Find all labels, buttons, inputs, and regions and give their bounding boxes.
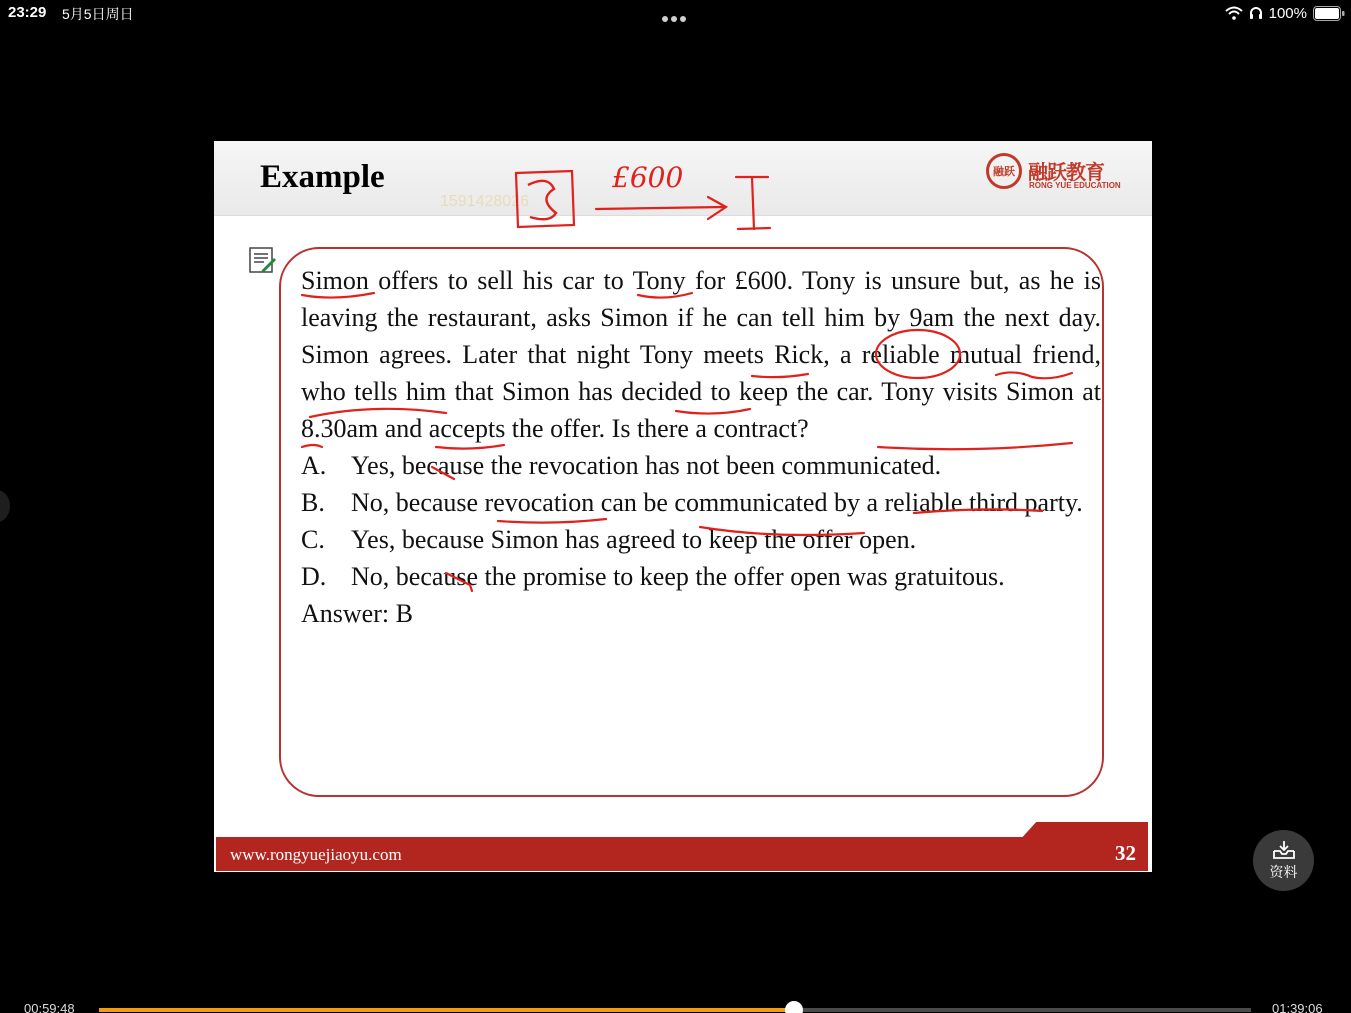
- headphones-icon: [1249, 6, 1263, 20]
- wifi-icon: [1225, 6, 1243, 20]
- progress-bar[interactable]: [99, 1008, 1251, 1012]
- question-text: Simon offers to sell his car to Tony for £600. Tony is unsure but, as he is leaving the restaurant, asks Simon if he can tell him by 9am the next day. Simon agrees. Later that night Tony meets Rick, a reliable mutual friend, who tells him that Simon has decided to keep the car. Tony visits Simon at 8.30am and accepts the offer. Is there a contract?: [301, 266, 1101, 443]
- slide-header: [214, 141, 1152, 216]
- page-number: 32: [1115, 841, 1136, 865]
- materials-button[interactable]: [1253, 830, 1314, 891]
- option-text: No, because revocation can be communicated by a reliable third party.: [351, 488, 1083, 517]
- progress-fill: [99, 1008, 794, 1012]
- status-time: 23:29: [8, 4, 47, 21]
- time-elapsed: 00:59:48: [24, 1001, 75, 1013]
- option-a: [301, 447, 1101, 484]
- slide-title: Example: [260, 159, 385, 195]
- lecture-slide: [214, 141, 1152, 872]
- note-edit-icon: [248, 246, 278, 276]
- battery-percent: 100%: [1268, 4, 1307, 22]
- ink-t-base: [738, 228, 770, 229]
- option-text: Yes, because Simon has agreed to keep the offer open.: [351, 525, 917, 554]
- question-content: [301, 262, 1101, 632]
- logo-en-name: RONG YUE EDUCATION: [1029, 181, 1121, 190]
- option-letter: D.: [301, 562, 327, 591]
- option-letter: C.: [301, 525, 325, 554]
- status-date: 5月5日周日: [62, 6, 134, 22]
- materials-label: 资料: [1269, 865, 1298, 881]
- watermark: 1591428026: [440, 193, 529, 210]
- slide-footer: [216, 837, 1148, 871]
- battery-icon: [1313, 6, 1345, 21]
- side-panel-handle[interactable]: [0, 490, 10, 522]
- status-bar: [0, 0, 1351, 26]
- footer-url: www.rongyuejiaoyu.com: [230, 845, 402, 864]
- brand-logo: [986, 153, 1121, 197]
- option-b: [301, 484, 1101, 521]
- option-letter: B.: [301, 488, 325, 517]
- logo-cn-name: 融跃教育: [1028, 160, 1104, 184]
- option-c: [301, 521, 1101, 558]
- multitasking-dots-icon[interactable]: [662, 9, 690, 17]
- download-tray-icon: [1271, 839, 1297, 861]
- option-d: [301, 558, 1101, 595]
- progress-thumb[interactable]: [785, 1001, 803, 1013]
- ink-amount: £600: [612, 161, 684, 194]
- option-text: No, because the promise to keep the offer open was gratuitous.: [351, 562, 1005, 591]
- answer: Answer: B: [301, 599, 413, 628]
- option-letter: A.: [301, 451, 327, 480]
- logo-seal-icon: 融跃: [986, 153, 1022, 189]
- time-total: 01:39:06: [1272, 1001, 1323, 1013]
- option-text: Yes, because the revocation has not been communicated.: [351, 451, 942, 480]
